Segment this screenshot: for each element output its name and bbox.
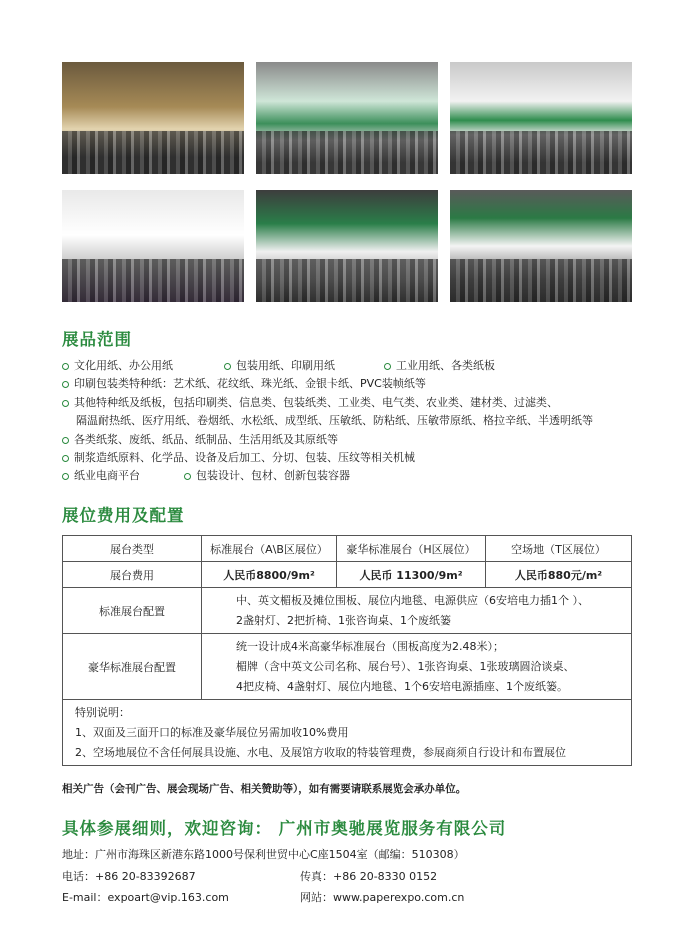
list-item: 各类纸浆、废纸、纸品、纸制品、生活用纸及其原纸等 — [62, 431, 662, 449]
circle-bullet-icon — [62, 363, 69, 370]
section-title-exhibit-scope: 展品范围 — [62, 330, 132, 349]
circle-bullet-icon — [62, 381, 69, 388]
list-item: 文化用纸、办公用纸 包装用纸、印刷用纸 工业用纸、各类纸板 — [62, 357, 662, 375]
photo-booth-white — [62, 190, 244, 302]
section-title-booth-fees: 展位费用及配置 — [62, 506, 185, 525]
contact-email: E-mail：expoart@vip.163.com — [62, 891, 229, 904]
booth-fee-table — [62, 535, 632, 766]
list-item: 其他特种纸及纸板，包括印刷类、信息类、包装纸类、工业类、电气类、农业类、建材类、过滤类、 — [62, 394, 662, 412]
list-item: 纸业电商平台 包装设计、包材、创新包装容器 — [62, 467, 662, 485]
header-cell: 空场地（T区展位） — [486, 536, 632, 562]
fee-value: 人民币880元/m² — [486, 562, 632, 588]
table-row — [63, 588, 632, 634]
table-row — [63, 562, 632, 588]
circle-bullet-icon — [384, 363, 391, 370]
contact-title: 具体参展细则，欢迎咨询： 广州市奥驰展览服务有限公司 — [62, 819, 507, 838]
row-label: 豪华标准展台配置 — [63, 634, 202, 700]
circle-bullet-icon — [62, 455, 69, 462]
table-row — [63, 634, 632, 700]
header-cell: 标准展台（A\B区展位） — [202, 536, 337, 562]
circle-bullet-icon — [62, 400, 69, 407]
photo-opening-ceremony — [62, 62, 244, 174]
luxury-booth-config: 统一设计成4米高豪华标准展台（围板高度为2.48米）； 楣牌（含中英文公司名称、展台号）、1张咨询桌、1张玻璃圆洽谈桌、 4把皮椅、4盏射灯、展位内地毯、1个6安培电源插座、1个废纸篓。 — [202, 634, 632, 700]
exhibit-scope-list — [62, 357, 662, 486]
header-cell: 豪华标准展台（H区展位） — [337, 536, 486, 562]
list-item-continuation: 隔温耐热纸、医疗用纸、卷烟纸、水松纸、成型纸、压敏纸、防粘纸、压敏带原纸、格拉辛纸、半透明纸等 — [76, 414, 593, 428]
list-item: 印刷包装类特种纸：艺术纸、花纹纸、珠光纸、金银卡纸、PVC装帧纸等 — [62, 375, 662, 393]
special-notes: 特别说明： 1、双面及三面开口的标准及豪华展位另需加收10%费用 2、空场地展位不含任何展具设施、水电、及展馆方收取的特装管理费，参展商须自行设计和布置展位 — [63, 700, 632, 766]
table-row — [63, 536, 632, 562]
list-item: 制浆造纸原料、化学品、设备及后加工、分切、包装、压纹等相关机械 — [62, 449, 662, 467]
table-row — [63, 700, 632, 766]
photo-booth-visitors — [450, 62, 632, 174]
row-label: 标准展台配置 — [63, 588, 202, 634]
row-label: 展台费用 — [63, 562, 202, 588]
fee-value: 人民币8800/9m² — [202, 562, 337, 588]
fee-value: 人民币 11300/9m² — [337, 562, 486, 588]
contact-fax: 传真：+86 20-8330 0152 — [300, 870, 438, 883]
contact-website: 网站：www.paperexpo.com.cn — [300, 891, 465, 904]
photo-booth-display — [256, 190, 438, 302]
photo-booth-green-dome — [256, 62, 438, 174]
standard-booth-config: 中、英文楣板及摊位围板、展位内地毯、电源供应（6安培电力插1个 ）、 2盏射灯、2把折椅、1张咨询桌、1个废纸篓 — [202, 588, 632, 634]
circle-bullet-icon — [62, 473, 69, 480]
contact-address: 地址：广州市海珠区新港东路1000号保利世贸中心C座1504室（邮编：510308） — [62, 848, 465, 861]
circle-bullet-icon — [62, 437, 69, 444]
advertising-note: 相关广告（会刊广告、展会现场广告、相关赞助等），如有需要请联系展览会承办单位。 — [62, 783, 467, 795]
header-cell: 展台类型 — [63, 536, 202, 562]
circle-bullet-icon — [184, 473, 191, 480]
contact-phone: 电话：+86 20-83392687 — [62, 870, 196, 883]
exhibition-photo-grid — [62, 62, 632, 302]
circle-bullet-icon — [224, 363, 231, 370]
photo-booth-green-sign — [450, 190, 632, 302]
